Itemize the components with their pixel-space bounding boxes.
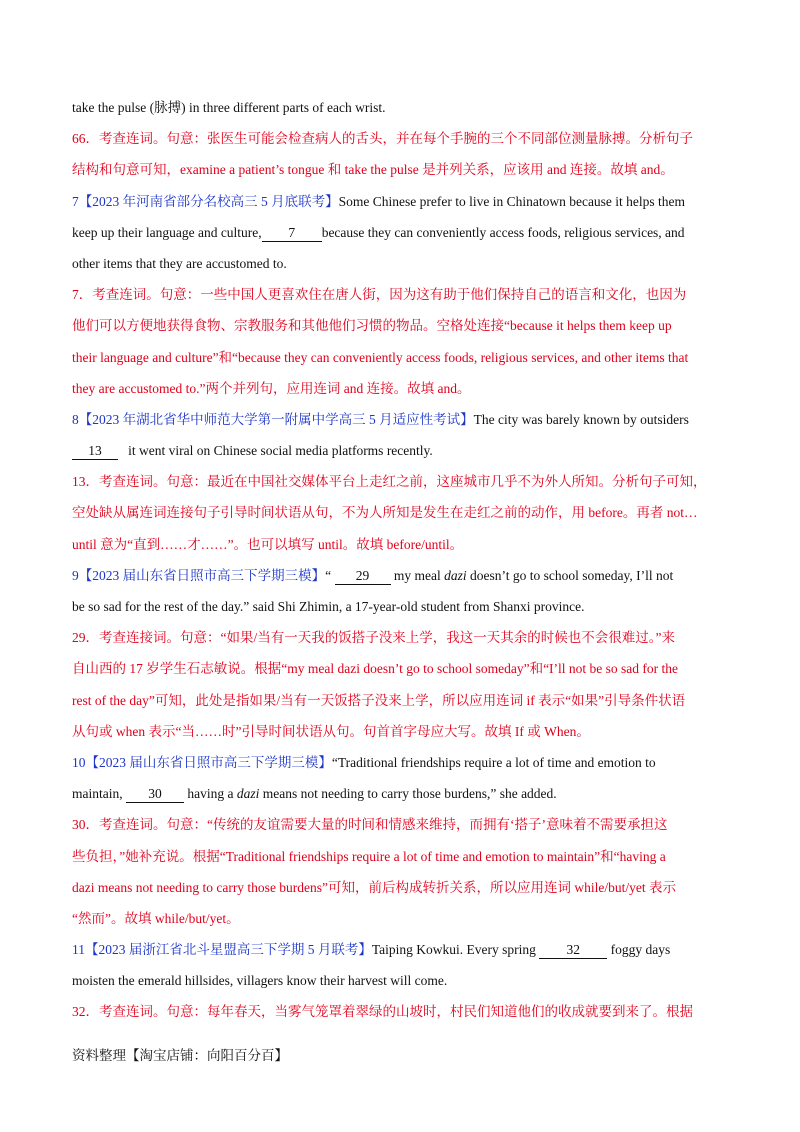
answer-line: 些负担，”她补充说。根据“Traditional friendships require a lot of time and emotion to maintain”和“having a <box>72 848 666 864</box>
question-text: means not needing to carry those burdens,” she added. <box>259 786 557 802</box>
question-text: Taiping Kowkui. Every spring <box>371 942 540 958</box>
text-line: other items that they are accustomed to. <box>72 255 287 271</box>
answer-line: 66．考查连词。句意：张医生可能会检查病人的舌头，并在每个手腕的三个不同部位测量脉搏。分析句子 <box>72 131 693 147</box>
question-line <box>72 747 732 778</box>
question-line <box>72 217 732 248</box>
question-text: because they can conveniently access foods, religious services, and <box>321 224 685 240</box>
answer-line: until 意为“直到……才……”。也可以填写 until。故填 before/until。 <box>72 536 464 552</box>
answer-line: 结构和句意可知，examine a patient’s tongue 和 take the pulse 是并列关系，应该用 and 连接。故填 and。 <box>72 162 674 178</box>
question-text-italic: dazi <box>444 567 467 583</box>
question-source: 11【2023 届浙江省北斗星盟高三下学期 5 月联考】 <box>72 942 372 958</box>
page-footer: 资料整理【淘宝店铺：向阳百分百】 <box>72 1048 288 1063</box>
answer-line: 30．考查连词。句意：“传统的友谊需要大量的时间和情感来维持，而拥有‘搭子’意味着不需要承担这 <box>72 817 668 833</box>
question-text: maintain, <box>72 786 126 802</box>
question-text: Some Chinese prefer to live in Chinatown because it helps them <box>338 193 686 209</box>
question-source: 7【2023 年河南省部分名校高三 5 月底联考】 <box>72 193 339 209</box>
text-line: take the pulse (脉搏) in three different parts of each wrist. <box>72 100 386 115</box>
text-line: moisten the emerald hillsides, villagers know their harvest will come. <box>72 973 448 989</box>
answer-line: rest of the day”可知，此处是指如果/当有一天饭搭子没来上学，所以应用连词 if 表示“如果”引导条件状语 <box>72 692 686 708</box>
answer-line: 从句或 when 表示“当……时”引导时间状语从句。句首首字母应大写。故填 If 或 When。 <box>72 723 590 739</box>
question-text: “Traditional friendships require a lot of time and emotion to <box>331 754 656 770</box>
document-body <box>72 92 732 1028</box>
answer-line: 空处缺从属连词连接句子引导时间状语从句，不为人所知是发生在走红之前的动作，用 before。再者 not… <box>72 505 698 521</box>
answer-line: they are accustomed to.”两个并列句，应用连词 and 连接。故填 and。 <box>72 380 471 396</box>
question-text: doesn’t go to school someday, I’ll not <box>466 567 674 583</box>
answer-blank: 30 <box>126 785 184 803</box>
answer-line: dazi means not needing to carry those burdens”可知，前后构成转折关系，所以应用连词 while/but/yet 表示 <box>72 879 677 895</box>
answer-blank: 7 <box>262 224 322 242</box>
text-line: be so sad for the rest of the day.” said Shi Zhimin, a 17-year-old student from Shanxi province. <box>72 599 585 614</box>
question-text: foggy days <box>607 942 671 958</box>
question-text-italic: dazi <box>236 786 260 802</box>
question-text: keep up their language and culture, <box>72 224 262 240</box>
question-line <box>72 435 732 466</box>
answer-line: 7．考查连词。句意：一些中国人更喜欢住在唐人街，因为这有助于他们保持自己的语言和文化，也因为 <box>72 287 687 303</box>
answer-blank: 32 <box>539 941 607 959</box>
question-text: “ <box>325 567 335 583</box>
question-text: having a <box>184 786 237 802</box>
question-text: The city was barely known by outsiders <box>473 411 689 427</box>
answer-line: 他们可以方便地获得食物、宗教服务和其他他们习惯的物品。空格处连接“because it helps them keep up <box>72 318 672 334</box>
answer-line: “然而”。故填 while/but/yet。 <box>72 910 240 926</box>
answer-line: 29．考查连接词。句意：“如果/当有一天我的饭搭子没来上学，我这一天其余的时候也不会很难过。”来 <box>72 630 675 646</box>
question-text: it went viral on Chinese social media platforms recently. <box>128 443 433 459</box>
answer-line: 13．考查连词。句意：最近在中国社交媒体平台上走红之前，这座城市几乎不为外人所知。分析句子可知， <box>72 474 707 490</box>
answer-line: 自山西的 17 岁学生石志敏说。根据“my meal dazi doesn’t go to school someday”和“I’ll not be so sad for the <box>72 661 679 677</box>
question-source: 8【2023 年湖北省华中师范大学第一附属中学高三 5 月适应性考试】 <box>72 411 474 427</box>
answer-line: their language and culture”和“because they can conveniently access foods, religious services, and other items that <box>72 349 689 365</box>
question-line <box>72 934 732 965</box>
question-line <box>72 778 732 809</box>
question-line <box>72 186 732 217</box>
answer-line: 32．考查连词。句意：每年春天，当雾气笼罩着翠绿的山坡时，村民们知道他们的收成就要到来了。根据 <box>72 1004 693 1020</box>
question-line <box>72 560 732 591</box>
answer-blank: 13 <box>72 442 118 460</box>
question-line <box>72 404 732 435</box>
question-text: my meal <box>390 567 445 583</box>
question-source: 9【2023 届山东省日照市高三下学期三模】 <box>72 567 326 583</box>
question-source: 10【2023 届山东省日照市高三下学期三模】 <box>72 754 332 770</box>
answer-blank: 29 <box>335 567 391 585</box>
